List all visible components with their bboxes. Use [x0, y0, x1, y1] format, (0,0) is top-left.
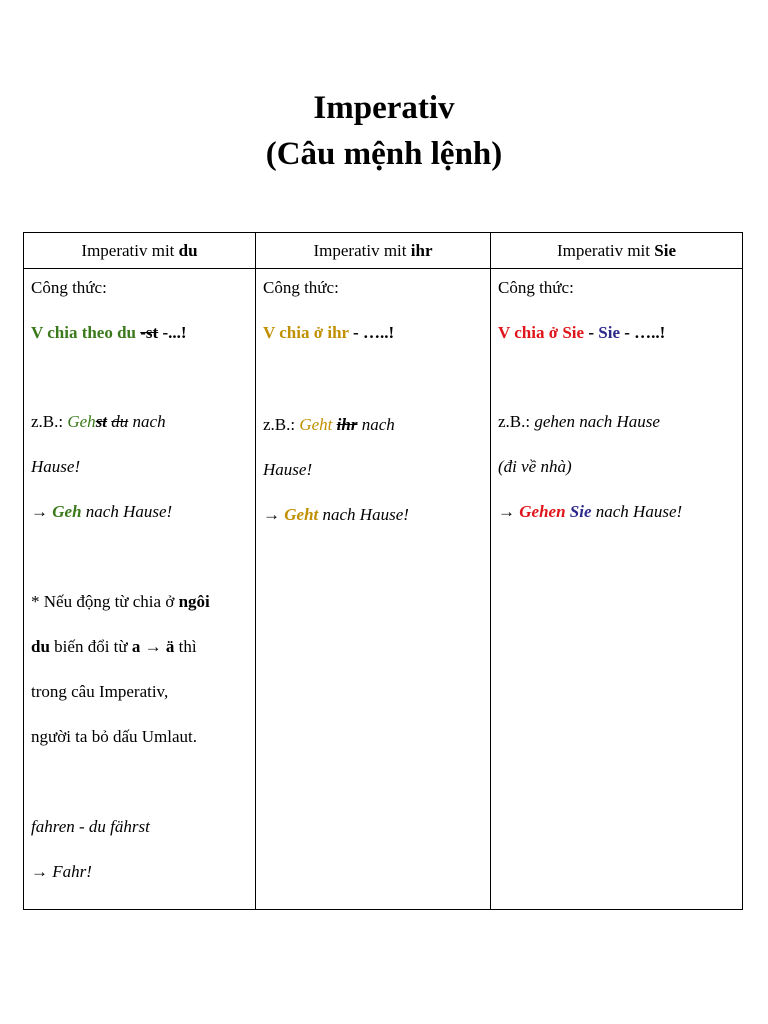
du-result	[31, 502, 248, 547]
du-note-line1	[31, 592, 248, 637]
sie-result-rest: nach Hause!	[591, 502, 683, 521]
du-note-l2-mid: biến đổi từ	[49, 637, 132, 656]
sie-result	[498, 502, 735, 547]
du-note-l2-bold1: du	[31, 637, 50, 656]
ihr-result-arrow: →	[263, 505, 285, 524]
du-example-rest: nach	[128, 412, 166, 431]
ihr-result	[263, 505, 483, 550]
page-subtitle: (Câu mệnh lệnh)	[265, 136, 503, 172]
du-example-pronoun-strike: du	[111, 412, 129, 431]
spacer	[31, 368, 248, 412]
ihr-example-prefix: z.B.:	[263, 415, 300, 434]
imperativ-table	[23, 232, 743, 910]
cell-sie	[491, 269, 743, 910]
header-du-pronoun: du	[178, 240, 198, 260]
du-example-line2: Hause!	[31, 457, 81, 476]
page-title: Imperativ	[313, 90, 455, 126]
sie-example-prefix: z.B.:	[498, 412, 535, 431]
sie-example-text: gehen nach Hause	[534, 412, 660, 431]
header-du-prefix: Imperativ mit	[81, 240, 179, 260]
ihr-formula-label: Công thức:	[263, 278, 339, 297]
ihr-formula-main: V chia ở ihr	[263, 323, 349, 342]
sie-example-translation: (đi về nhà)	[498, 457, 572, 476]
spacer	[31, 772, 248, 817]
ihr-example-rest: nach	[357, 415, 395, 434]
du-example2-arrow: →	[31, 862, 53, 881]
du-result-rest: nach Hause!	[81, 502, 173, 521]
du-note-line2	[31, 637, 248, 682]
du-result-verb: Geh	[52, 502, 82, 521]
ihr-result-rest: nach Hause!	[318, 505, 409, 524]
sie-formula-pronoun: Sie	[598, 323, 620, 342]
sie-result-pronoun: Sie	[569, 502, 592, 521]
du-note-l1-prefix: * Nếu động từ chia ở	[31, 592, 179, 611]
sie-formula-main: V chia ở Sie	[498, 323, 585, 342]
header-du	[24, 233, 256, 269]
header-sie-prefix: Imperativ mit	[557, 240, 655, 260]
du-note-l2-end: thì	[174, 637, 197, 656]
du-result-arrow: →	[31, 502, 53, 521]
du-example-verb-stem: Geh	[67, 412, 96, 431]
header-ihr	[256, 233, 491, 269]
du-formula-main: V chia theo du	[31, 323, 141, 342]
du-note-line4: người ta bỏ dấu Umlaut.	[31, 727, 197, 746]
du-note-l2-arrow: →	[140, 637, 166, 656]
du-formula	[31, 323, 248, 368]
sie-formula-dash: -	[584, 323, 599, 342]
cell-ihr	[256, 269, 491, 910]
sie-result-verb: Gehen	[519, 502, 566, 521]
du-example2-line1: fahren - du fährst	[31, 817, 150, 836]
ihr-example	[263, 415, 483, 460]
sie-formula-rest: - …..!	[620, 323, 666, 342]
cell-du	[24, 269, 256, 910]
du-example-prefix: z.B.:	[31, 412, 68, 431]
ihr-formula	[263, 323, 483, 368]
du-formula-label: Công thức:	[31, 278, 107, 297]
du-example-verb-strike: st	[95, 412, 108, 431]
ihr-formula-rest: - …..!	[348, 323, 395, 342]
ihr-result-verb: Geht	[284, 505, 319, 524]
du-note-line3: trong câu Imperativ,	[31, 682, 169, 701]
header-ihr-prefix: Imperativ mit	[313, 240, 411, 260]
du-note-l1-bold: ngôi	[178, 592, 210, 611]
spacer	[31, 547, 248, 592]
du-formula-strike: -st	[140, 323, 159, 342]
sie-formula-label: Công thức:	[498, 278, 574, 297]
sie-formula	[498, 323, 735, 368]
du-example	[31, 412, 248, 457]
ihr-example-pronoun-strike: ihr	[336, 415, 358, 434]
du-example2-line2	[31, 862, 248, 907]
ihr-example-line2: Hause!	[263, 460, 313, 479]
header-ihr-pronoun: ihr	[410, 240, 433, 260]
sie-example	[498, 412, 735, 457]
ihr-example-verb: Geht	[299, 415, 333, 434]
du-note-l2-bold3: ä	[165, 637, 175, 656]
header-sie-pronoun: Sie	[654, 240, 676, 260]
du-example2-result: Fahr!	[52, 862, 92, 881]
sie-result-arrow: →	[498, 502, 520, 521]
spacer	[498, 368, 735, 412]
du-formula-rest: -...!	[158, 323, 187, 342]
du-note-l2-bold2: a	[131, 637, 141, 656]
header-sie	[491, 233, 743, 269]
spacer	[263, 368, 483, 415]
content-row	[24, 269, 743, 910]
header-row	[24, 233, 743, 269]
